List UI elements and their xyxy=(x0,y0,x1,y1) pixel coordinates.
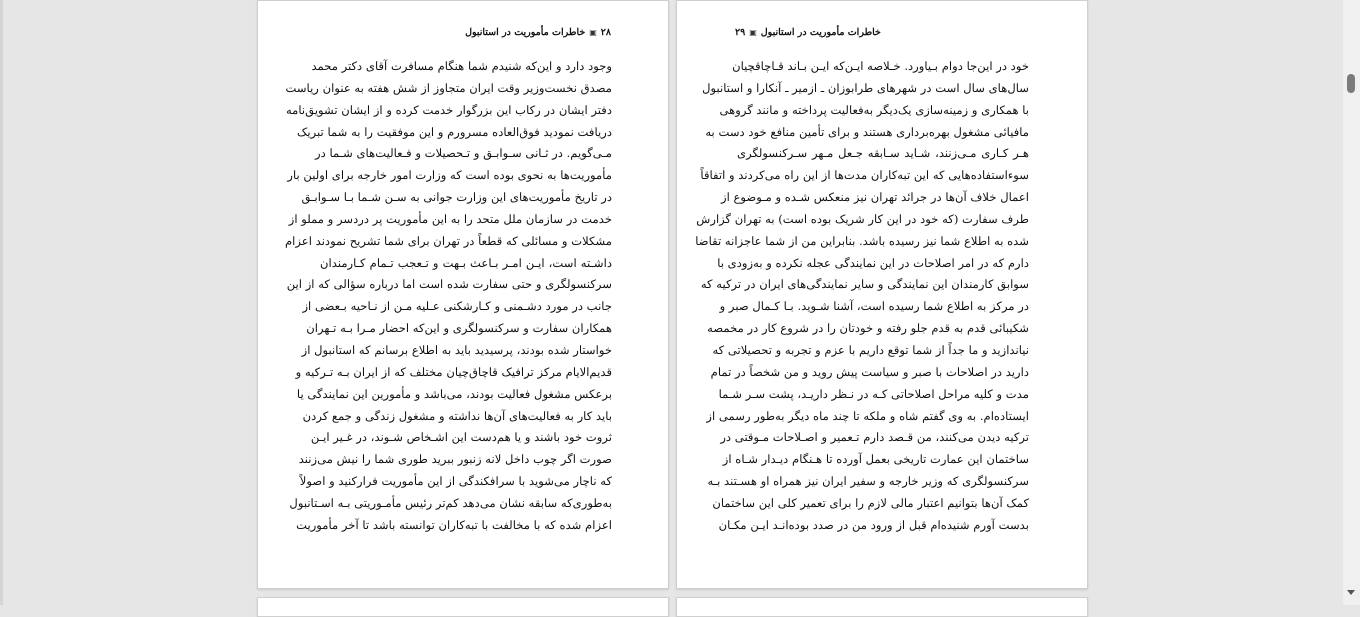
vertical-scrollbar[interactable] xyxy=(1343,0,1360,605)
running-title: خاطرات مأموریت در استانبول xyxy=(760,27,881,38)
separator-icon: ▣ xyxy=(589,28,597,37)
page-header xyxy=(465,27,611,38)
text-line: کمک آن‌ها بتوانیم اعتبار مالی لازم را برای تعمیر کلی این ساختمان xyxy=(712,495,1029,510)
page-header xyxy=(735,27,881,38)
text-line: سوابق کارمندان این نمایندگی و سایر نمایندگی‌های ایران در ترکیه که xyxy=(700,277,1029,292)
text-line: همکاران سفارت و سرکنسولگری و این‌که احضار مـرا بـه تـهران xyxy=(306,321,612,336)
page-30-top xyxy=(257,597,669,617)
text-line: خدمت در سازمان ملل متحد را به این مأموریت پر دردسر و مملو از xyxy=(288,211,612,226)
text-line: که ناچار می‌شوید با سرافکندگی از این مأموریت فرارکنید و اصولاً xyxy=(299,474,612,489)
text-line: ساختمان این عمارت تاریخی بعمل آورده تا هـنگام دیـدار شـاه از xyxy=(722,452,1029,467)
scrollbar-thumb[interactable] xyxy=(1347,74,1355,93)
text-line: اعزام شده که با مخالفت با تبه‌کاران توانسته باشد تا آخر مأموریت xyxy=(296,517,612,532)
text-line: دارم که در امر اصلاحات در این نمایندگی عجله نکرده و به‌زودی با xyxy=(717,255,1029,270)
text-line: جانب در مورد دشـمنی و کـارشکنی عـلیه مـن از نـاحیه بـعضی از xyxy=(302,299,612,314)
text-line: ترکیه دیدن می‌کنند، من قـصد دارم تـعمیر و اصـلاحات مـوقتی در xyxy=(720,430,1029,445)
page-number: ۲۸ xyxy=(600,27,611,38)
text-line: سوءاستفاده‌هایی که این تبه‌کاران مدت‌ها از این راه می‌کردند و اتفاقاً xyxy=(700,168,1029,183)
text-line: باید کار به فعالیت‌های آن‌ها نداشته و مشغول زندگی و جمع کردن xyxy=(302,408,612,423)
text-line: مافیائی مشغول بهره‌برداری هستند و برای تأمین منافع خود دست به xyxy=(705,124,1029,139)
text-line: مدت و کلیه مراحل اصلاحاتی کـه در نـظر داریـد، پشت سـر شـما xyxy=(718,386,1029,401)
text-line: مصدق نخست‌وزیر وقت ایران متجاوز از شش هفته به عنوان ریاست xyxy=(285,80,612,95)
text-line: وجود دارد و این‌که شنیدم شما هنگام مسافرت آقای دکتر محمد xyxy=(311,59,612,73)
text-line: دارید در اصلاحات با صبر و سیاست پیش روید و من شخصاً در تمام xyxy=(710,364,1029,379)
text-line: قدیم‌الایام مرکز ترافیک قاچاق‌چیان مختلف که از ایران بـه تـرکیه و xyxy=(295,364,612,379)
running-title: خاطرات مأموریت در استانبول xyxy=(465,27,586,38)
text-line: خواستار شده بودند، پرسیدید باید به اطلاع برسانم که استانبول از xyxy=(301,342,612,357)
page-31-top xyxy=(676,597,1088,617)
text-line: طرف سفارت (که خود در این کار شریک بوده است) به تهران گزارش xyxy=(696,211,1029,226)
scroll-down-arrow-icon[interactable] xyxy=(1347,590,1355,595)
page-body-text xyxy=(695,56,1029,537)
text-line: دریافت نمودید فوق‌العاده مسرورم و این موفقیت را به شما تبریک xyxy=(297,124,612,139)
text-line: دفتر ایشان در رکاب این بزرگوار خدمت کرده و از ایشان تشویق‌نامه xyxy=(285,102,612,117)
text-line: با همکاری و زمینه‌سازی یک‌دیگر به‌فعالیت پرداخته و مانند گروهی xyxy=(719,102,1029,117)
separator-icon: ▣ xyxy=(749,28,757,37)
page-29 xyxy=(676,0,1088,589)
page-number: ۲۹ xyxy=(735,27,746,38)
text-line: سرکنسولگری و حتی سفارت شده است اما درباره سؤالی که از این xyxy=(286,277,612,292)
text-line: هـر کـاری مـی‌زنند، شـاید سـابقه جـعل مـهر سـرکنسولگری xyxy=(737,146,1029,161)
page-28 xyxy=(257,0,669,589)
text-line: خود در این‌جا دوام بـیاورد. خـلاصه ایـن‌که ایـن بـاند قـاچاقچیان xyxy=(732,59,1029,73)
text-line: سال‌های سال است در شهرهای طرابوزان ـ ازمیر ـ آنکارا و استانبول xyxy=(702,80,1029,95)
text-line: نیاندازید و ما جداً از شما توقع داریم با عزم و تجربه و تحصیلاتی که xyxy=(712,342,1029,357)
text-line: مشکلات و مسائلی که قطعاً در تهران برای شما تشریح نمودند اعزام xyxy=(285,233,612,248)
text-line: در مرکز به اطلاع شما رسیده است، آشنا شـوید. بـا کـمال صبر و xyxy=(719,299,1029,314)
text-line: داشـته است، ایـن امـر بـاعث بـهت و تـعجب تـمام کـارمندان xyxy=(320,255,612,270)
text-line: اعمال خلاف آن‌ها در جرائد تهران نیز منعکس شـده و مـوضوع از xyxy=(720,190,1029,205)
page-body-text xyxy=(285,56,612,537)
text-line: صورت اگر چوب داخل لانه زنبور ببرید طوری شما را نیش می‌زنند xyxy=(298,452,612,467)
text-line: مـی‌گویم. در ثـانی سـوابـق و تـحصیلات و فـعالیت‌های شـما در xyxy=(315,146,612,161)
text-line: ثروت خود باشند و یا هم‌دست این اشـخاص شـوند، در غـیر ایـن xyxy=(310,430,612,445)
text-line: ایستاده‌ام. به وی گفتم شاه و ملکه تا چند ماه دیگر به‌طور رسمی از xyxy=(706,408,1029,423)
text-line: در تاریخ مأموریت‌های این وزارت جوانی به سـن شـما بـا سـوابـق xyxy=(301,190,612,205)
text-line: به‌طوری‌که سابقه نشان می‌دهد کم‌تر رئیس مأمـوریتی بـه اسـتانبول xyxy=(289,495,612,510)
text-line: بدست آورم شنیده‌ام قبل از ورود من در صدد بوده‌انـد ایـن مکـان xyxy=(718,517,1029,532)
text-line: سرکنسولگری که وزیر خارجه و سفیر ایران نیز همراه او هسـتند بـه xyxy=(707,474,1029,489)
text-line: شده به اطلاع شما نیز رسیده باشد. بنابراین من از شما عاجزانه تقاضا xyxy=(695,233,1029,248)
text-line: برعکس مشغول فعالیت بودند، می‌باشد و مأمورین این نمایندگی یا xyxy=(296,386,612,401)
text-line: مأموریت‌ها به نحوی بوده است که وزارت امور خارجه برای اولین بار xyxy=(287,168,612,183)
text-line: شکیبائی قدم به قدم جلو رفته و خودتان را در شروع کار در مخمصه xyxy=(707,321,1029,336)
